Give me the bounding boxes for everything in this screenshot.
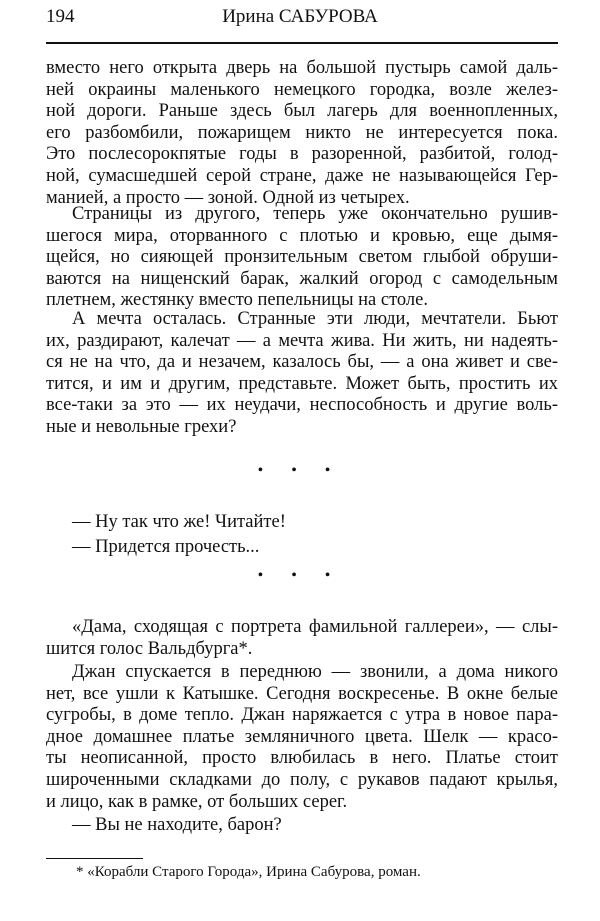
running-title: Ирина САБУРОВА [222, 6, 378, 27]
footnote-rule [46, 858, 143, 859]
header-rule [46, 42, 558, 44]
text-line: их, раздирают, калечат — а мечта жива. Ни жить, ни надеять- [46, 330, 558, 351]
text-line: щейся, но сияющей пронзительным светом глыбой обруши- [46, 247, 558, 268]
page-number: 194 [46, 6, 75, 27]
text-line: ней окраины маленького немецкого городка, возле желез- [46, 79, 558, 100]
text-line: сугробы, в доме тепло. Джан наряжается с утра в новое пара- [46, 705, 558, 726]
text-line: — Ну так что же! Читайте! [72, 512, 286, 532]
text-line: «Дама, сходящая с портрета фамильной галлереи», — слы- [72, 617, 558, 637]
text-line: шится голос Вальдбурга*. [46, 638, 253, 659]
text-line: А мечта осталась. Странные эти люди, мечтатели. Бьют [72, 309, 558, 329]
text-line: шегося мира, оторванного с плотью и кровью, еще дымя- [46, 225, 558, 246]
text-line: вместо него открыта дверь на большой пустырь самой даль- [46, 58, 558, 78]
text-line: Это послесорокпятые годы в разоренной, разбитой, голод- [46, 144, 558, 165]
text-line: Джан спускается в переднюю — звонили, а дома никого [72, 662, 558, 682]
text-line: ной, сумасшедшей серой стране, даже не называющейся Гер- [46, 166, 558, 186]
text-line: дное домашнее платье земляничного цвета. Шелк — красо- [46, 726, 558, 747]
text-line: Страницы из другого, теперь уже окончательно рушив- [72, 204, 558, 224]
text-line: нет, все ушли к Катышке. Сегодня воскресенье. В окне белые [46, 683, 558, 704]
text-line: ной дороги. Раньше здесь был лагерь для военнопленных, [46, 101, 558, 122]
text-line: все-таки за это — их неудачи, неспособность и другие воль- [46, 395, 558, 416]
section-separator: • • • [257, 462, 343, 479]
section-separator: • • • [257, 567, 343, 584]
text-line: тится, и им и другим, представьте. Может быть, простить их [46, 373, 558, 394]
text-line: манией, а просто — зоной. Одной из четырех. [46, 187, 410, 208]
text-line: широченными складками до полу, с рукавов падают крылья, [46, 770, 558, 790]
text-line: ся не на что, да и незачем, казалось бы, — а она живет и све- [46, 352, 558, 373]
text-line: ваются на нищенский барак, жалкий огород с самодельным [46, 268, 558, 289]
text-line: — Вы не находите, барон? [72, 815, 282, 835]
text-line: ты неописанной, просто влюбилась в него. Платье стоит [46, 748, 558, 769]
text-line: ные и невольные грехи? [46, 417, 237, 437]
text-line: плетнем, жестянку вместо пепельницы на столе. [46, 290, 429, 311]
text-line: и лицо, как в рамке, от больших серег. [46, 791, 348, 812]
footnote: * «Корабли Старого Города», Ирина Сабурова, роман. [76, 864, 421, 880]
text-line: — Придется прочесть... [72, 537, 260, 557]
text-line: его разбомбили, пожарищем никто не интересуется пока. [46, 122, 558, 143]
